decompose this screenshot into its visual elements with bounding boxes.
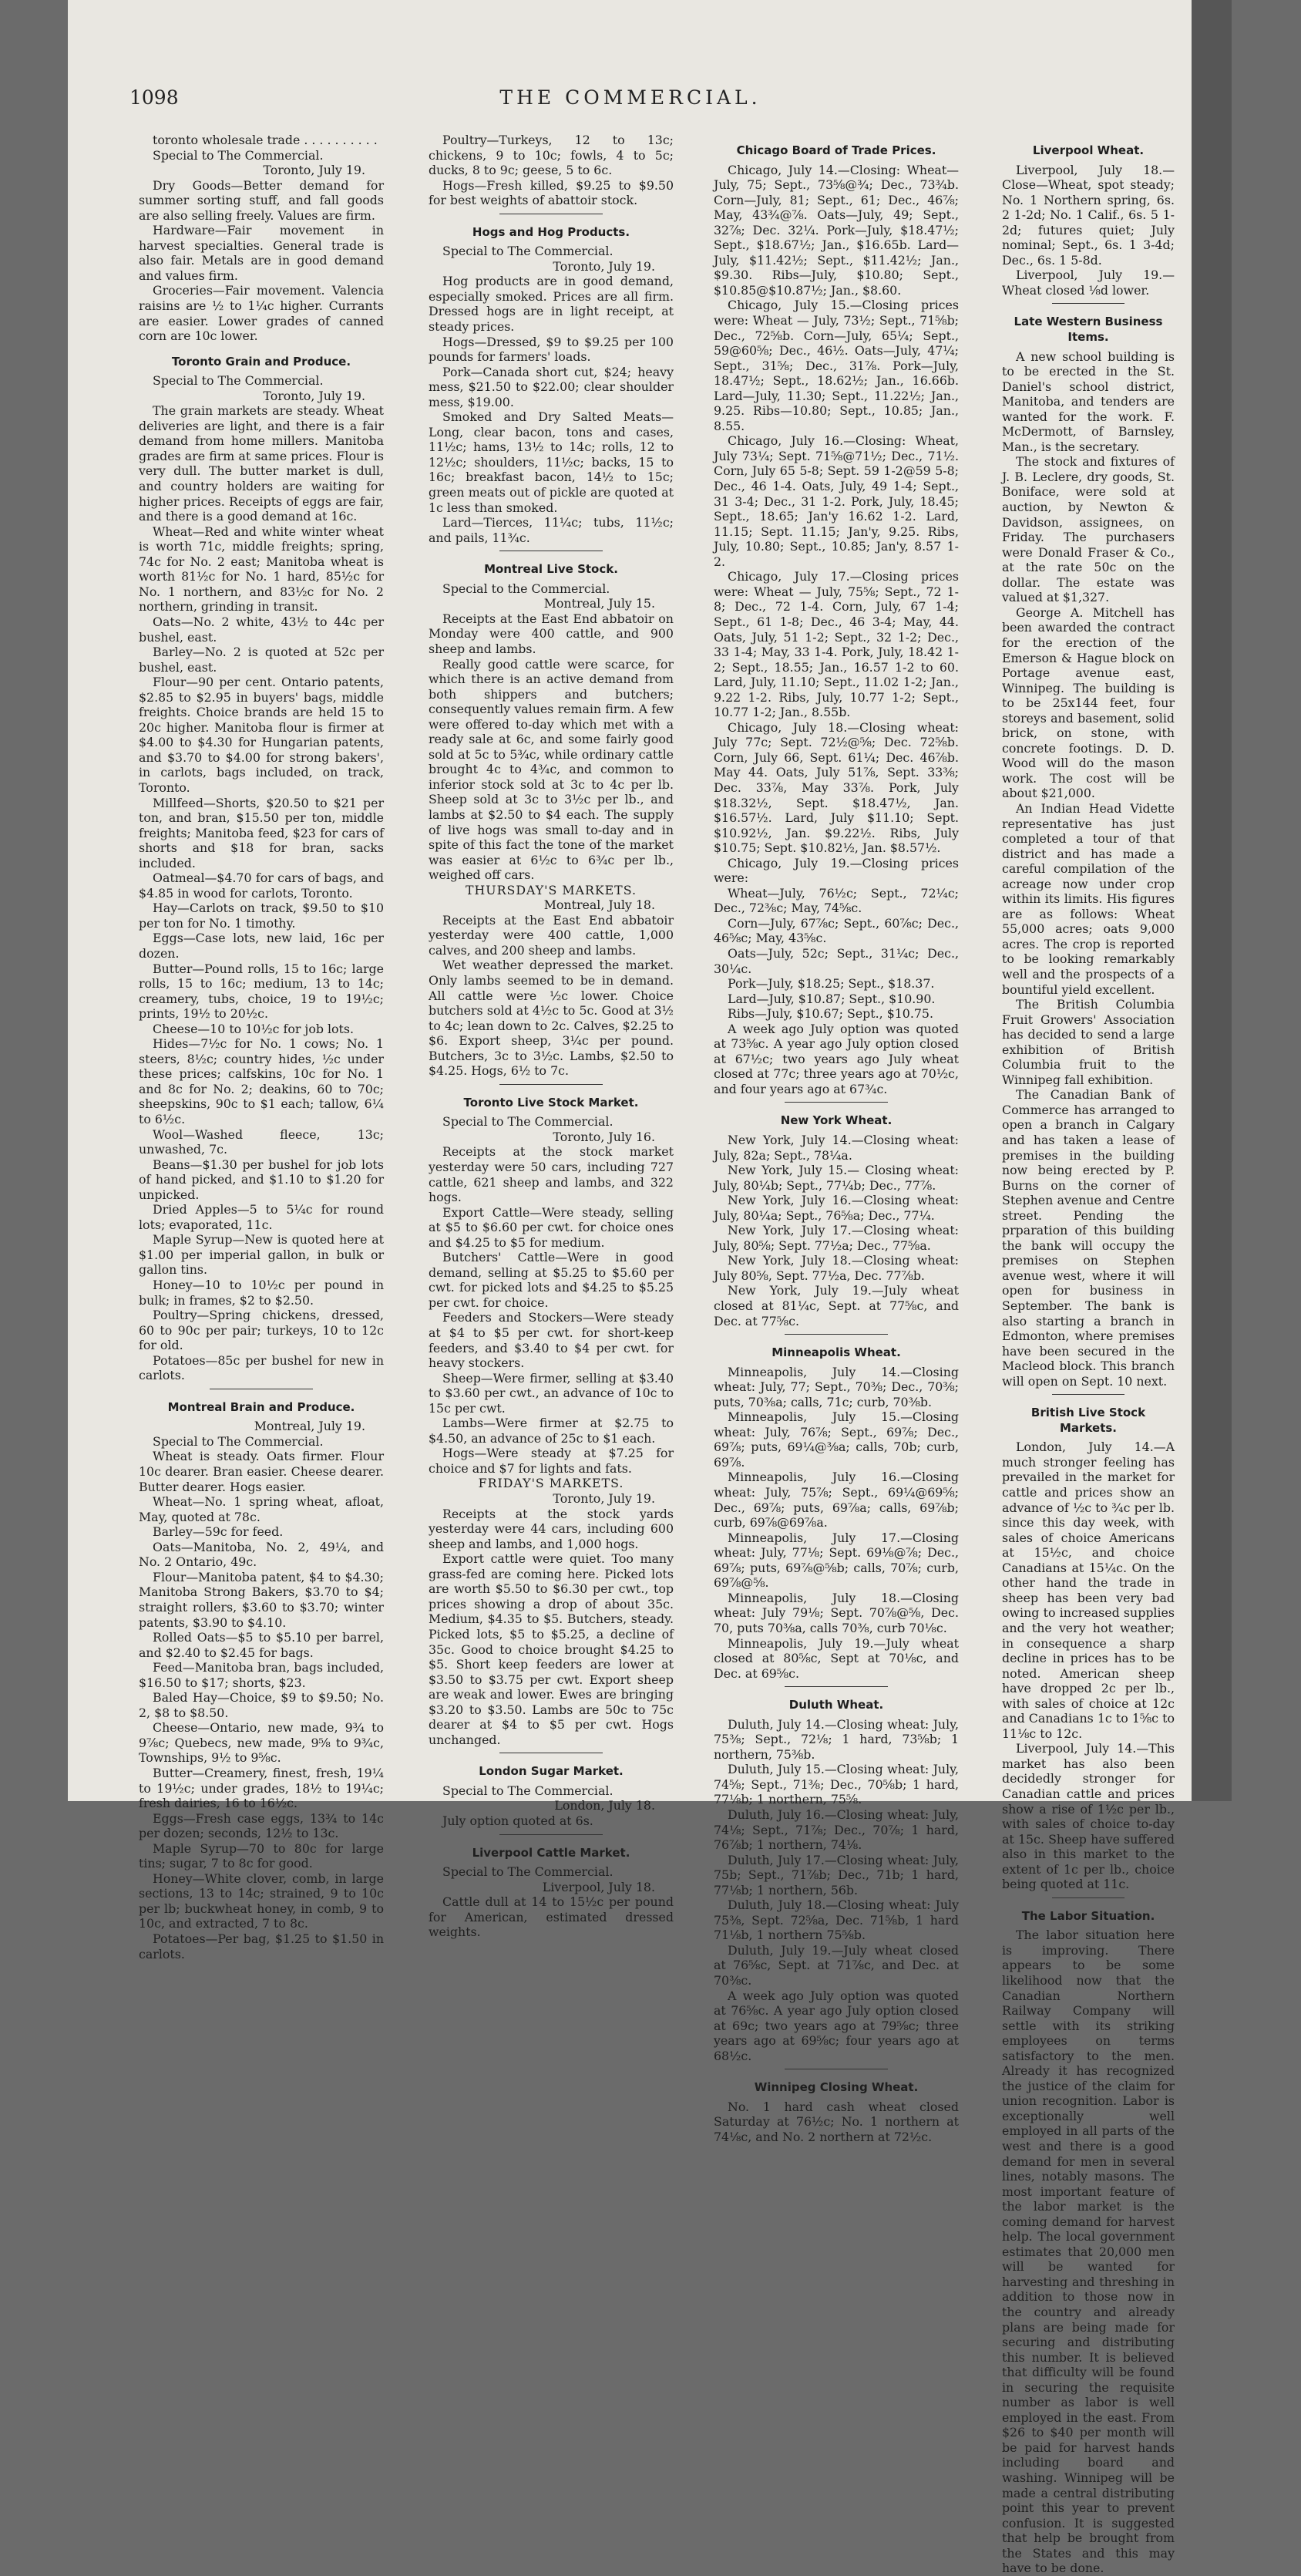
masthead-title: THE COMMERCIAL. xyxy=(499,86,761,109)
paragraph: Chicago, July 15.—Closing prices were: Wheat — July, 73½; Sept., 71⅝b; Dec., 72⅝b. Corn—July, 65¼; Sept., 59@60⅝; Dec., 46½. Oats—July, 47¼; Sept., 31⅝; Dec., 31⅞. Pork—July, 18.47½; Sept., 18.62½; Jan., 16.66b. Lard—July, 11.30; Sept., 11.22½; Jan., 9.25. Ribs—10.80; Sept., 10.85; Jan., 8.55. xyxy=(714,298,959,433)
section-divider xyxy=(1052,303,1125,304)
paragraph: New York, July 16.—Closing wheat: July, 80¼a; Sept., 76⅝a; Dec., 77¼. xyxy=(714,1193,959,1223)
section-heading: Chicago Board of Trade Prices. xyxy=(736,143,936,157)
paragraph: New York, July 14.—Closing wheat: July, 82a; Sept., 78¼a. xyxy=(714,1133,959,1163)
paragraph: Feeders and Stockers—Were steady at $4 to $5 per cwt. for short-keep feeders, and $3.40 to $4 per cwt. for heavy stockers. xyxy=(429,1310,674,1371)
paragraph: Sheep—Were firmer, selling at $3.40 to $3.60 per cwt., an advance of 10c to 15c per cwt. xyxy=(429,1370,674,1416)
paragraph: Receipts at the stock yards yesterday were 44 cars, including 600 sheep and lambs, and 1,000 hogs. xyxy=(429,1506,674,1551)
section-divider xyxy=(499,1084,603,1085)
paragraph: Honey—White clover, comb, in large sections, 13 to 14c; strained, 9 to 10c per lb; buckwheat honey, in comb, 9 to 10c, and extracted, 7 to 8c. xyxy=(139,1871,384,1931)
paragraph: Duluth, July 15.—Closing wheat: July, 74⅝; Sept., 71⅜; Dec., 70⅝b; 1 hard, 77⅛b; 1 northern, 75⅝. xyxy=(714,1762,959,1807)
paragraph: Export Cattle—Were steady, selling at $5 to $6.60 per cwt. for choice ones and $4.25 to $5 for medium. xyxy=(429,1204,674,1250)
paragraph: Feed—Manitoba bran, bags included, $16.50 to $17; shorts, $23. xyxy=(139,1660,384,1690)
paragraph: Duluth, July 18.—Closing wheat: July 75⅜, Sept. 72⅝a, Dec. 71⅝b, 1 hard 71⅛b, 1 northern 75⅝b. xyxy=(714,1897,959,1943)
paragraph: Wheat—July, 76½c; Sept., 72¼c; Dec., 72⅜c; May, 74⅝c. xyxy=(714,885,959,916)
paragraph: Chicago, July 18.—Closing wheat: July 77c; Sept. 72½@⅝; Dec. 72⅝b. Corn, July 66, Sept. 61¼; Dec. 46⅞b. May 44. Oats, July 51⅞, Sept. 33⅜; Dec. 33⅞, May 33⅞. Pork, July $18.32½, Sept. $18.47½, Jan. $16.57½. Lard, July $11.10; Sept. $10.92½, Jan. $9.22½. Ribs, July $10.75; Sept. $10.82½, Jan. $8.57½. xyxy=(714,719,959,856)
paragraph: Cheese—10 to 10½c for job lots. xyxy=(153,1021,355,1036)
page-header xyxy=(68,86,1193,117)
paragraph: New York, July 19.—July wheat closed at 81¼c, Sept. at 77⅝c, and Dec. at 77⅝c. xyxy=(714,1283,959,1328)
paragraph: Chicago, July 17.—Closing prices were: Wheat — July, 75⅝; Sept., 72 1-8; Dec., 72 1-4. Corn, July, 67 1-4; Sept., 61 1-8; Dec., 46 3-4; May, 44. Oats, July, 51 1-2; Sept., 32 1-2; Dec., 33 1-4; May, 33 1-4. Pork, July, 18.42 1-2; Sept., 18.55; Jan., 16.57 1-2 to 60. Lard, July, 11.10; Sept., 11.02 1-2; Jan., 9.22 1-2. Ribs, July, 10.77 1-2; Sept., 10.77 1-2; Jan., 8.55b. xyxy=(714,569,959,720)
paragraph: Potatoes—Per bag, $1.25 to $1.50 in carlots. xyxy=(139,1931,384,1961)
paragraph: George A. Mitchell has been awarded the contract for the erection of the Emerson & Hague block on Portage avenue east, Winnipeg. The building is to be 25x144 feet, four storeys and basement, solid brick, on stone, with concrete footings. D. D. Wood will do the mason work. The cost will be about $21,000. xyxy=(1002,604,1175,801)
dateline: Montreal, July 19. xyxy=(254,1419,365,1434)
paragraph: Cheese—Ontario, new made, 9¾ to 9⅞c; Quebecs, new made, 9⅝ to 9¾c, Townships, 9½ to 9⅝c. xyxy=(139,1720,384,1766)
paragraph: July option quoted at 6s. xyxy=(442,1813,593,1828)
paragraph: Special to The Commercial. xyxy=(442,1114,614,1130)
paragraph: toronto wholesale trade . . . . . . . . . . xyxy=(153,133,378,147)
paragraph: Duluth, July 16.—Closing wheat: July, 74⅛; Sept., 71⅞; Dec., 70⅞; 1 hard, 76⅞b; 1 northern, 74⅛. xyxy=(714,1807,959,1853)
paragraph: Chicago, July 16.—Closing: Wheat, July 73¼; Sept. 71⅝@71½; Dec., 71½. Corn, July 65 5-8; Sept. 59 1-2@59 5-8; Dec., 46 1-4. Oats, July, 49 1-4; Sept., 31 3-4; Dec., 31 1-2. Pork, July, 18.45; Sept., 18.65; Jan'y 16.62 1-2. Lard, 11.15; Sept. 11.15; Jan'y, 9.25. Ribs, July, 10.80; Sept., 10.85; Jan'y, 8.57 1-2. xyxy=(714,433,959,569)
section-heading: Toronto Live Stock Market. xyxy=(463,1095,639,1110)
paragraph: Poultry—Spring chickens, dressed, 60 to 90c per pair; turkeys, 10 to 12c for old. xyxy=(139,1308,384,1353)
column-3 xyxy=(714,133,959,2144)
paragraph: Smoked and Dry Salted Meats—Long, clear bacon, tons and cases, 11½c; hams, 13½ to 14c; rolls, 12 to 12½c; shoulders, 11½c; backs, 15 to 16c; breakfast bacon, 14½ to 15c; green meats out of pickle are quoted at 1c less than smoked. xyxy=(429,409,674,515)
paragraph: Hogs—Dressed, $9 to $9.25 per 100 pounds for farmers' loads. xyxy=(429,334,674,365)
paragraph: Millfeed—Shorts, $20.50 to $21 per ton, and bran, $15.50 per ton, middle freights; Manitoba feed, $23 for cars of shorts and $18 for bran, sacks included. xyxy=(139,795,384,870)
paragraph: Maple Syrup—New is quoted here at $1.00 per imperial gallon, in bulk or gallon tins. xyxy=(139,1232,384,1278)
paragraph: Oatmeal—$4.70 for cars of bags, and $4.85 in wood for carlots, Toronto. xyxy=(139,870,384,901)
paragraph: Wet weather depressed the market. Only lambs seemed to be in demand. All cattle were ½c lower. Choice butchers sold at 4½c to 5c. Good at 3½ to 4c; lean down to 2c. Calves, $2.25 to $6. Export sheep, 3¼c per pound. Butchers, 3c to 3½c. Lambs, $2.50 to $4.25. Hogs, 6½ to 7c. xyxy=(429,958,674,1079)
paragraph: Potatoes—85c per bushel for new in carlots. xyxy=(139,1352,384,1383)
paragraph: Dried Apples—5 to 5¼c for round lots; evaporated, 11c. xyxy=(139,1202,384,1232)
column-1 xyxy=(139,133,384,1961)
dateline: Toronto, July 19. xyxy=(263,388,365,403)
section-divider xyxy=(1052,1897,1125,1898)
dateline: Toronto, July 16. xyxy=(553,1129,655,1144)
dateline: Toronto, July 19. xyxy=(263,163,365,178)
paragraph: Chicago, July 14.—Closing: Wheat—July, 75; Sept., 73⅝@¾; Dec., 73¾b. Corn—July, 81; Sept., 61; Dec., 46⅞; May, 43¾@⅞. Oats—July, 49; Sept., 32⅞; Dec. 32¼. Pork—July, $18.47½; Sept., $18.67½; Jan., $16.65b. Lard—July, $11.42½; Sept., $11.42½; Jan., $9.30. Ribs—July, $10.80; Sept., $10.85@$10.87½; Jan., $8.60. xyxy=(714,162,959,298)
paragraph: Lard—Tierces, 11¼c; tubs, 11½c; and pails, 11¾c. xyxy=(429,515,674,545)
paragraph: Special to The Commercial. xyxy=(442,244,614,259)
paragraph: Oats—No. 2 white, 43½ to 44c per bushel, east. xyxy=(139,614,384,645)
paragraph: Minneapolis, July 14.—Closing wheat: July, 77; Sept., 70⅜; Dec., 70⅜; puts, 70⅜a; calls, 71c; curb, 70⅜b. xyxy=(714,1364,959,1409)
page-number: 1098 xyxy=(129,86,179,109)
paragraph: Special to The Commercial. xyxy=(153,373,324,389)
paragraph: Minneapolis, July 17.—Closing wheat: July, 77⅛; Sept. 69⅛@⅞; Dec., 69⅞; puts, 69⅞@⅝b; calls, 70⅞; curb, 69⅞@⅝. xyxy=(714,1530,959,1591)
paragraph: London, July 14.—A much stronger feeling has prevailed in the market for cattle and prices show an advance of ½c to ¾c per lb. since this day week, with sales of choice Americans at 15½c, and choice Canadians at 15¼c. On the other hand the trade in sheep has been very bad owing to increased supplies and the very hot weather; in consequence a sharp decline in prices has to be noted. American sheep have dropped 2c per lb., with sales of choice at 12c and Canadians 1c to 1⅝c to 11⅛c to 12c. xyxy=(1002,1440,1175,1741)
paragraph: Receipts at the East End abbatoir on Monday were 400 cattle, and 900 sheep and lambs. xyxy=(429,611,674,656)
section-heading: New York Wheat. xyxy=(780,1113,893,1128)
paragraph: Wool—Washed fleece, 13c; unwashed, 7c. xyxy=(139,1126,384,1157)
paragraph: Chicago, July 19.—Closing prices were: xyxy=(714,855,959,886)
paragraph: Wheat is steady. Oats firmer. Flour 10c dearer. Bran easier. Cheese dearer. Butter dearer. Hogs easier. xyxy=(139,1449,384,1494)
paragraph: The grain markets are steady. Wheat deliveries are light, and there is a fair demand from home millers. Manitoba grades are firm at same prices. Flour is very dull. The butter market is dull, and country holders are waiting for higher prices. Receipts of eggs are fair, and there is a good demand at 16c. xyxy=(139,403,384,524)
paragraph: Butter—Creamery, finest, fresh, 19¼ to 19½c; under grades, 18½ to 19¼c; fresh dairies, 16 to 16½c. xyxy=(139,1765,384,1811)
section-divider xyxy=(785,1686,888,1687)
paragraph: Flour—90 per cent. Ontario patents, $2.85 to $2.95 in buyers' bags, middle freights. Choice brands are held 15 to 20c higher. Manitoba flour is firmer at $4.00 to $4.30 for Hungarian patents, and $3.70 to $4.00 for strong bakers', in carlots, bags included, on track, Toronto. xyxy=(139,675,384,795)
section-divider xyxy=(785,1102,888,1103)
paragraph: Barley—No. 2 is quoted at 52c per bushel, east. xyxy=(139,645,384,675)
paragraph: The labor situation here is improving. There appears to be some likelihood now that the Canadian Northern Railway Company will settle with its striking employees on terms satisfactory to the men. Already it has recognized the justice of the claim for union recognition. Labor is exceptionally well employed in all parts of the west and there is a good demand for men in several lines, notably masons. The most important feature of the labor market is the coming demand for harvest help. The local government estimates that 20,000 men will be wanted for harvesting and threshing in addition to those now in the country and already plans are being made for securing and distributing this number. It is believed that difficulty will be found in securing the requisite number as labor is well employed in the east. From $26 to $40 per month will be paid for harvest hands including board and washing. Winnipeg will be made a central distributing point this year to prevent confusion. It is suggested that help be brought from the States and this may have to be done. xyxy=(1002,1928,1175,2576)
paragraph: A week ago July option was quoted at 73⅝c. A year ago July option closed at 67½c; two years ago July wheat closed at 77c; three years ago at 70½c, and four years ago at 67¾c. xyxy=(714,1021,959,1096)
paragraph: Hardware—Fair movement in harvest specialties. General trade is also fair. Metals are in good demand and values firm. xyxy=(139,223,384,283)
paragraph: Export cattle were quiet. Too many grass-fed are coming here. Picked lots are worth $5.50 to $6.30 per cwt., top prices showing a drop of about 35c. Medium, $4.35 to $5. Butchers, steady. Picked lots, $5 to $5.25, a decline of 35c. Good to choice brought $4.25 to $5. Short keep feeders are lower at $3.50 to $3.75 per cwt. Export sheep are weak and lower. Ewes are bringing $3.20 to $3.50. Lambs are 50c to 75c dearer at $4 to $5 per cwt. Hogs unchanged. xyxy=(429,1551,674,1747)
section-heading: The Labor Situation. xyxy=(1021,1908,1155,1923)
paragraph: Minneapolis, July 15.—Closing wheat: July, 76⅞; Sept., 69⅞; Dec., 69⅞; puts, 69¼@⅜a; calls, 70b; curb, 69⅞. xyxy=(714,1409,959,1470)
paragraph: Oats—Manitoba, No. 2, 49¼, and No. 2 Ontario, 49c. xyxy=(139,1539,384,1570)
column-2 xyxy=(429,133,674,1940)
section-heading: British Live Stock Markets. xyxy=(1030,1406,1146,1435)
section-heading: Montreal Brain and Produce. xyxy=(167,1399,355,1414)
sub-heading: THURSDAY'S MARKETS. xyxy=(465,882,637,897)
sub-heading: FRIDAY'S MARKETS. xyxy=(478,1476,624,1491)
paragraph: Oats—July, 52c; Sept., 31¼c; Dec., 30¼c. xyxy=(714,945,959,976)
section-heading: Liverpool Wheat. xyxy=(1032,143,1145,157)
dateline: Toronto, July 19. xyxy=(553,1491,655,1507)
paragraph: Cattle dull at 14 to 15½c per pound for American, estimated dressed weights. xyxy=(429,1894,674,1940)
dateline: Montreal, July 18. xyxy=(543,897,655,913)
paragraph: Special to The Commercial. xyxy=(442,1783,614,1798)
paragraph: Liverpool, July 18.—Close—Wheat, spot steady; No. 1 Northern spring, 6s. 2 1-2d; No. 1 Calif., 6s. 5 1-2d; futures quiet; July nominal; Sept., 6s. 1 3-4d; Dec., 6s. 1 5-8d. xyxy=(1002,162,1175,268)
paragraph: Special to The Commercial. xyxy=(153,147,324,163)
section-heading: Late Western Business Items. xyxy=(1014,315,1163,345)
paragraph: Really good cattle were scarce, for which there is an active demand from both shippers and butchers; consequently values remain firm. A few were offered to-day which met with a ready sale at 6c, and some fairly good sold at 5c to 5¾c, while ordinary cattle brought 4c to 4¾c, and common to inferior stock sold at 3c to 4c per lb. Sheep sold at 3c to 3½c per lb., and lambs at $2.50 to $4 each. The supply of live hogs was small to-day and in spite of this fact the tone of the market was easier at 6½c to 6¾c per lb., weighed off cars. xyxy=(429,656,674,883)
newspaper-page xyxy=(68,0,1232,2576)
paragraph: Duluth, July 17.—Closing wheat: July, 75b; Sept., 71⅞b; Dec., 71b; 1 hard, 77⅛b; 1 northern, 56b. xyxy=(714,1852,959,1897)
section-divider xyxy=(785,1334,888,1335)
dateline: Toronto, July 19. xyxy=(553,258,655,274)
paragraph: Pork—Canada short cut, $24; heavy mess, $21.50 to $22.00; clear shoulder mess, $19.00. xyxy=(429,364,674,409)
paragraph: A new school building is to be erected in the St. Daniel's school district, Manitoba, and tenders are wanted for the work. F. McDermott, of Barnsley, Man., is the secretary. xyxy=(1002,349,1175,454)
paragraph: Ribs—July, $10.67; Sept., $10.75. xyxy=(728,1006,933,1022)
paragraph: Special to The Commercial. xyxy=(153,1433,324,1449)
paragraph: Hogs—Were steady at $7.25 for choice and $7 for lights and fats. xyxy=(429,1446,674,1476)
paragraph: Hides—7½c for No. 1 cows; No. 1 steers, 8½c; country hides, ½c under these prices; calfskins, 10c for No. 1 and 8c for No. 2; deakins, 60 to 70c; sheepskins, 90c to $1 each; tallow, 6¼ to 6½c. xyxy=(139,1036,384,1126)
paragraph: Liverpool, July 14.—This market has also been decidedly stronger for Canadian cattle and prices show a rise of 1½c per lb., with sales of choice to-day at 15c. Sheep have suffered also in this market to the extent of 1c per lb., choice being quoted at 11c. xyxy=(1002,1741,1175,1892)
section-divider xyxy=(1052,1394,1125,1395)
paragraph: Minneapolis, July 19.—July wheat closed at 80⅝c, Sept at 70⅛c, and Dec. at 69⅝c. xyxy=(714,1635,959,1681)
paragraph: The Canadian Bank of Commerce has arranged to open a branch in Calgary and has taken a lease of premises in the building now being erected by P. Burns on the corner of Stephen avenue and Centre street. Pending the prparation of this building the bank will occupy the premises on Stephen avenue west, where it will open for business in September. The bank is also starting a branch in Edmonton, where premises have been secured in the Macleod block. This branch will open on Sept. 10 next. xyxy=(1002,1087,1175,1389)
paragraph: Special to the Commercial. xyxy=(442,581,610,596)
section-heading: Minneapolis Wheat. xyxy=(772,1345,901,1360)
paragraph: Hog products are in good demand, especially smoked. Prices are all firm. Dressed hogs are in light receipt, at steady prices. xyxy=(429,274,674,335)
section-heading: Toronto Grain and Produce. xyxy=(171,354,351,369)
section-heading: Winnipeg Closing Wheat. xyxy=(754,2080,919,2095)
column-4 xyxy=(1002,133,1175,2576)
paragraph: Duluth, July 19.—July wheat closed at 76⅝c, Sept. at 71⅞c, and Dec. at 70⅜c. xyxy=(714,1942,959,1988)
paragraph: Minneapolis, July 16.—Closing wheat: July, 75⅞; Sept., 69¼@69⅝; Dec., 69⅞; puts, 69⅞a; calls, 69⅞b; curb, 69⅞@69⅞a. xyxy=(714,1470,959,1530)
paragraph: Eggs—Fresh case eggs, 13¾ to 14c per dozen; seconds, 12½ to 13c. xyxy=(139,1810,384,1841)
dateline: London, July 18. xyxy=(554,1798,655,1813)
dateline: Liverpool, July 18. xyxy=(542,1879,655,1894)
paragraph: Groceries—Fair movement. Valencia raisins are ½ to 1¼c higher. Currants are easier. Lower grades of canned corn are 10c lower. xyxy=(139,283,384,344)
paragraph: New York, July 17.—Closing wheat: July, 80⅝; Sept. 77½a; Dec., 77⅝a. xyxy=(714,1223,959,1253)
section-heading: Liverpool Cattle Market. xyxy=(472,1845,630,1860)
paragraph: Maple Syrup—70 to 80c for large tins; sugar, 7 to 8c for good. xyxy=(139,1840,384,1871)
paragraph: Minneapolis, July 18.—Closing wheat: July 79⅛; Sept. 70⅞@⅝, Dec. 70, puts 70⅜a, calls 70⅜, curb 70⅛c. xyxy=(714,1590,959,1635)
paragraph: The stock and fixtures of J. B. Leclere, dry goods, St. Boniface, were sold at auction, by Newton & Davidson, assignees, on Friday. The purchasers were Donald Fraser & Co., at the rate 50c on the dollar. The estate was valued at $1,327. xyxy=(1002,454,1175,605)
section-heading: Hogs and Hog Products. xyxy=(472,224,630,239)
dateline: Montreal, July 15. xyxy=(543,596,655,611)
paragraph: Lambs—Were firmer at $2.75 to $4.50, an advance of 25c to $1 each. xyxy=(429,1416,674,1446)
section-heading: Duluth Wheat. xyxy=(788,1698,884,1712)
paragraph: Corn—July, 67⅞c; Sept., 60⅞c; Dec., 46⅝c; May, 43⅝c. xyxy=(714,915,959,946)
paragraph: Butter—Pound rolls, 15 to 16c; large rolls, 15 to 16c; medium, 13 to 14c; creamery, tubs, choice, 19 to 19½c; prints, 19½ to 20½c. xyxy=(139,961,384,1022)
paragraph: Hogs—Fresh killed, $9.25 to $9.50 for best weights of abattoir stock. xyxy=(429,177,674,208)
paragraph: An Indian Head Vidette representative has just completed a tour of that district and has made a careful compilation of the acreage now under crop within its limits. His figures are as follows: Wheat 55,000 acres; oats 9,000 acres. The crop is reported to be looking remarkably well and the prospects of a bountiful yield excellent. xyxy=(1002,800,1175,997)
paragraph: Flour—Manitoba patent, $4 to $4.30; Manitoba Strong Bakers, $3.70 to $4; straight rollers, $3.60 to $3.70; winter patents, $3.90 to $4.10. xyxy=(139,1569,384,1630)
page-edge-shadow xyxy=(1192,0,1232,1801)
paragraph: Butchers' Cattle—Were in good demand, selling at $5.25 to $5.60 per cwt. for picked lots and $4.25 to $5.25 per cwt. for choice. xyxy=(429,1250,674,1310)
paragraph: Hay—Carlots on track, $9.50 to $10 per ton for No. 1 timothy. xyxy=(139,901,384,931)
section-heading: Montreal Live Stock. xyxy=(484,562,618,577)
paragraph: No. 1 hard cash wheat closed Saturday at 76½c; No. 1 northern at 74⅛c, and No. 2 northern at 72½c. xyxy=(714,2099,959,2144)
paragraph: Beans—$1.30 per bushel for job lots of hand picked, and $1.10 to $1.20 for unpicked. xyxy=(139,1157,384,1202)
paragraph: New York, July 18.—Closing wheat: July 80⅝, Sept. 77½a, Dec. 77⅞b. xyxy=(714,1253,959,1283)
paragraph: Poultry—Turkeys, 12 to 13c; chickens, 9 to 10c; fowls, 4 to 5c; ducks, 8 to 9c; geese, 5 to 6c. xyxy=(429,133,674,178)
paragraph: Pork—July, $18.25; Sept., $18.37. xyxy=(728,976,935,992)
paragraph: Duluth, July 14.—Closing wheat: July, 75⅜; Sept., 72⅛; 1 hard, 73⅝b; 1 northern, 75⅜b. xyxy=(714,1716,959,1762)
paragraph: Receipts at the stock market yesterday were 50 cars, including 727 cattle, 621 sheep and lambs, and 322 hogs. xyxy=(429,1144,674,1205)
paragraph: Lard—July, $10.87; Sept., $10.90. xyxy=(728,991,936,1006)
paragraph: Honey—10 to 10½c per pound in bulk; in frames, $2 to $2.50. xyxy=(139,1278,384,1308)
paragraph: Receipts at the East End abbatoir yesterday were 400 cattle, 1,000 calves, and 200 sheep and lambs. xyxy=(429,912,674,958)
paragraph: Eggs—Case lots, new laid, 16c per dozen. xyxy=(139,931,384,961)
paragraph: Dry Goods—Better demand for summer sorting stuff, and fall goods are also selling freely. Values are firm. xyxy=(139,177,384,223)
paragraph: New York, July 15.— Closing wheat: July, 80¼b; Sept., 77¼b; Dec., 77⅞. xyxy=(714,1163,959,1193)
section-heading: London Sugar Market. xyxy=(479,1764,624,1779)
paragraph: The British Columbia Fruit Growers' Association has decided to send a large exhibition of British Columbia fruit to the Winnipeg fall exhibition. xyxy=(1002,997,1175,1087)
section-divider xyxy=(499,1834,603,1835)
paragraph: A week ago July option was quoted at 76⅝c. A year ago July option closed at 69c; two years ago at 79⅝c; three years ago at 69⅝c; four years ago at 68½c. xyxy=(714,1988,959,2063)
paragraph: Liverpool, July 19.—Wheat closed ⅛d lower. xyxy=(1002,268,1175,298)
paragraph: Wheat—No. 1 spring wheat, afloat, May, quoted at 78c. xyxy=(139,1494,384,1524)
paragraph: Wheat—Red and white winter wheat is worth 71c, middle freights; spring, 74c for No. 2 east; Manitoba wheat is worth 81½c for No. 1 hard, 85½c for No. 1 northern, and 83½c for No. 2 northern, grinding in transit. xyxy=(139,524,384,615)
paragraph: Rolled Oats—$5 to $5.10 per barrel, and $2.40 to $2.45 for bags. xyxy=(139,1630,384,1660)
paragraph: Barley—59c for feed. xyxy=(153,1524,284,1540)
paragraph: Special to The Commercial. xyxy=(442,1864,614,1880)
paragraph: Baled Hay—Choice, $9 to $9.50; No. 2, $8 to $8.50. xyxy=(139,1690,384,1720)
